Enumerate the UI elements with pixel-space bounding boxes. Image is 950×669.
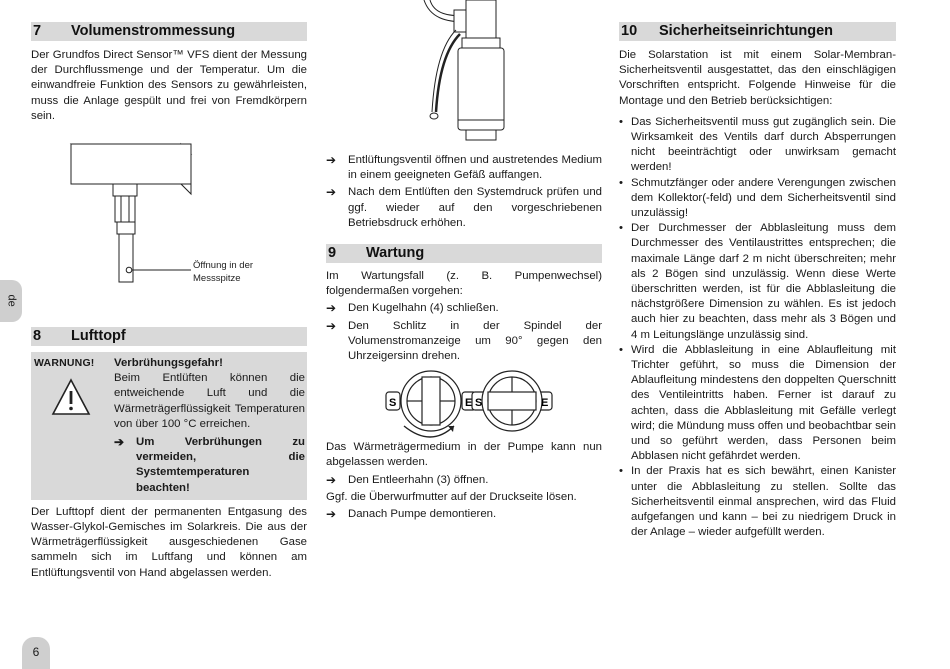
arrow-icon: ➔ (114, 435, 125, 450)
valve-rotation-figure (326, 368, 602, 438)
section-8-heading (31, 327, 307, 346)
safety-bullet-1: Das Sicherheitsventil muss gut zugänglich sein. Die Wirksamkeit des Ventils darf durch Absperrungen nicht beeinträchtigt oder unwirksam gemacht werden! (631, 115, 896, 174)
step-vent-open: Entlüftungsventil öffnen und austretendes Medium in einem geeigneten Gefäß auffangen. (348, 154, 602, 182)
warning-label: WARNUNG! (34, 357, 95, 370)
valve-right-e-label: E (541, 397, 549, 410)
column-3 (619, 22, 896, 541)
valve-left-s-label: S (389, 397, 397, 410)
arrow-icon: ➔ (326, 318, 337, 333)
valve-right-s-label: S (475, 397, 483, 410)
section-9-intro: Im Wartungsfall (z. B. Pumpenwechsel) folgendermaßen vorgehen: (326, 270, 602, 298)
arrow-icon: ➔ (326, 507, 337, 522)
list-item (619, 115, 896, 176)
valve-right (472, 371, 552, 431)
flow-sensor-figure (31, 132, 307, 312)
safety-bullet-2: Schmutzfänger oder andere Verengungen zwischen dem Kollektor(-feld) und dem Sicherheitsventil sind unzulässig! (631, 176, 896, 220)
language-tab (0, 280, 22, 322)
air-separator-figure (326, 0, 602, 148)
warning-text: Beim Entlüften können die entweichende Luft und die Wärmeträgerflüssigkeit Temperaturen von über 100 °C erreichen. (114, 372, 305, 430)
section-10-heading (619, 22, 896, 41)
section-8-title: Lufttopf (71, 327, 126, 344)
section-10-number: 10 (621, 22, 638, 39)
sensor-drawing (71, 144, 191, 282)
warning-box (31, 352, 307, 500)
section-10-intro: Die Solarstation ist mit einem Solar-Membran-Sicherheitsventil ausgestattet, das den einschlägigen Vorschriften entspricht. Folgende Hinweise für die Montage und den Betrieb berücksichtigen: (619, 49, 896, 107)
list-item (619, 464, 896, 540)
arrow-icon: ➔ (326, 185, 337, 200)
section-10-title: Sicherheitseinrichtungen (659, 22, 834, 39)
section-8-number: 8 (33, 327, 42, 344)
column-1 (31, 22, 307, 581)
bullet-icon: • (619, 222, 623, 235)
list-item (619, 176, 896, 222)
bullet-icon: • (619, 343, 623, 356)
section-9-title: Wartung (366, 244, 425, 261)
arrow-icon: ➔ (326, 301, 337, 316)
arrow-icon: ➔ (326, 153, 337, 167)
figure-label-line-2: Messspitze (193, 273, 241, 285)
language-tab-label: de (5, 294, 18, 308)
safety-bullet-3: Der Durchmesser der Abblasleitung muss dem Durchmesser des Ventilaustrittes entsprechen; die maximale Länge darf 2 m nicht überschreiten; mehr als 2 Bögen sind unzulässig. Wenn diese Werte überschritten werden, ist für die Abblasleitung die nächstgrößere Dimension zu wählen. Es ist jedoch auch hier zu beachten, dass mehr als 3 Bögen und 4 m Leitungslänge unzulässig sind. (631, 222, 896, 341)
safety-bullet-list (619, 115, 896, 541)
section-9-heading (326, 244, 602, 263)
valve-left-e-label: E (465, 397, 473, 410)
step-dismount-pump: Danach Pumpe demontieren. (348, 508, 497, 521)
step-open-drain: Den Entleerhahn (3) öffnen. (348, 473, 489, 486)
warning-triangle-icon (51, 377, 91, 417)
list-item (619, 343, 896, 465)
bullet-icon: • (619, 115, 623, 128)
section-7-heading (31, 22, 307, 41)
section-8-body: Der Lufttopf dient der permanenten Entgasung des Wasser-Glykol-Gemisches im Solarkreis. Die aus der Wärmeträgerflüssigkeit ausgeschiedenen Gase sammeln sich im Luftfang und können am Entlüftungsventil von Hand abgelassen werden. (31, 505, 307, 579)
bullet-icon: • (619, 176, 623, 189)
valve-left (386, 371, 476, 431)
section-9-number: 9 (328, 244, 337, 261)
warning-title: Verbrühungsgefahr! (114, 357, 223, 370)
safety-bullet-4: Wird die Abblasleitung in eine Ablaufleitung mit Trichter geführt, so muss die Dimension der Ablaufleitung mindestens den doppelten Querschnitt des Ventileintritts haben. Ferner ist darauf zu achten, dass die Abblasleitung mit Gefälle verlegt wird; die Mündung muss offen und beobachtbar sein und so geführt werden, dass Personen beim Abblasen nicht gefährdet werden. (631, 343, 896, 463)
step-rotate-spindle: Den Schlitz in der Spindel der Volumenstromanzeige um 90° gegen den Uhrzeigersinn drehen. (348, 319, 602, 363)
bullet-icon: • (619, 465, 623, 478)
section-9-text-2: Das Wärmeträgermedium in der Pumpe kann nun abgelassen werden. (326, 441, 602, 469)
section-7-body: Der Grundfos Direct Sensor™ VFS dient der Messung der Durchflussmenge und der Temperatur. Um die einwandfreie Funktion des Sensors zu gewährleisten, muss die Anlage gespült und frei von Fremdkörpern sein. (31, 49, 307, 122)
section-7-title: Volumenstrommessung (71, 22, 236, 39)
column-2 (326, 0, 602, 522)
section-9-text-3: Ggf. die Überwurfmutter auf der Druckseite lösen. (326, 490, 577, 503)
safety-bullet-5: In der Praxis hat es sich bewährt, einen Kanister unter die Abblasleitung zu stellen. Sollte das Sicherheitsventil einmal ansprechen, wird das Fluid aufgefangen und kann – bei zu niedrigem Druck in der Anlage – wieder aufgefüllt werden. (631, 465, 896, 539)
arrow-icon: ➔ (326, 472, 337, 487)
step-check-pressure: Nach dem Entlüften den Systemdruck prüfen und ggf. wieder auf den vorgeschriebenen Betriebsdruck erhöhen. (348, 186, 602, 229)
step-close-ball-valve: Den Kugelhahn (4) schließen. (348, 302, 499, 315)
figure-label-line-1: Öffnung in der (193, 260, 254, 272)
warning-action: Um Verbrühungen zu vermeiden, die Systemtemperaturen beachten! (136, 436, 305, 494)
list-item (619, 221, 896, 343)
section-7-number: 7 (33, 22, 42, 39)
page-number: 6 (22, 637, 50, 669)
